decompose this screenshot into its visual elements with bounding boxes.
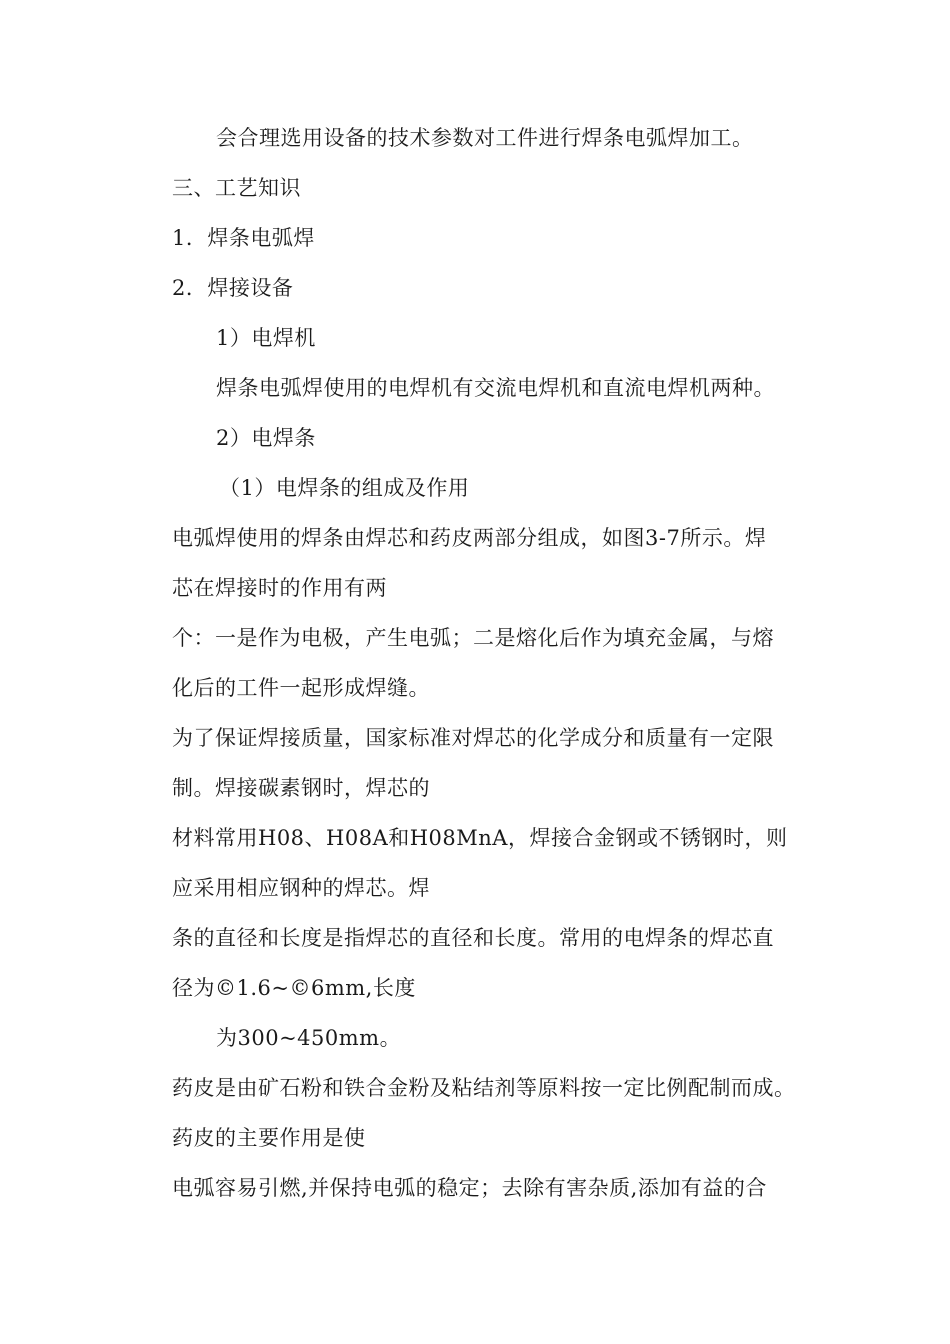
subsection-heading: 2．焊接设备 xyxy=(172,276,294,300)
paragraph-line: 个：一是作为电极，产生电弧；二是熔化后作为填充金属，与熔 xyxy=(172,626,774,650)
paragraph-line: 药皮的主要作用是使 xyxy=(172,1126,366,1150)
paragraph-line: 化后的工件一起形成焊缝。 xyxy=(172,676,430,700)
paragraph-line: 材料常用H08、H08A和H08MnA，焊接合金钢或不锈钢时，则 xyxy=(172,826,788,850)
paragraph-line: 芯在焊接时的作用有两 xyxy=(172,576,387,600)
item-heading: （1）电焊条的组成及作用 xyxy=(219,476,470,500)
paragraph-line: 焊条电弧焊使用的电焊机有交流电焊机和直流电焊机两种。 xyxy=(216,376,775,400)
paragraph-line: 应采用相应钢种的焊芯。焊 xyxy=(172,876,430,900)
paragraph-line: 为了保证焊接质量，国家标准对焊芯的化学成分和质量有一定限 xyxy=(172,726,774,750)
paragraph-line: 电弧焊使用的焊条由焊芯和药皮两部分组成，如图3-7所示。焊 xyxy=(172,526,767,550)
paragraph-line: 制。焊接碳素钢时，焊芯的 xyxy=(172,776,430,800)
paragraph-line: 药皮是由矿石粉和铁合金粉及粘结剂等原料按一定比例配制而成。 xyxy=(172,1076,796,1100)
paragraph-line: 条的直径和长度是指焊芯的直径和长度。常用的电焊条的焊芯直 xyxy=(172,926,774,950)
paragraph-line: 电弧容易引燃,并保持电弧的稳定；去除有害杂质,添加有益的合 xyxy=(172,1176,767,1200)
item-heading: 1）电焊机 xyxy=(216,326,316,350)
paragraph-line: 为300~450mm。 xyxy=(216,1026,402,1050)
item-heading: 2）电焊条 xyxy=(216,426,316,450)
subsection-heading: 1．焊条电弧焊 xyxy=(172,226,315,250)
paragraph-line: 会合理选用设备的技术参数对工件进行焊条电弧焊加工。 xyxy=(216,126,754,150)
section-heading: 三、工艺知识 xyxy=(172,176,301,200)
paragraph-line: 径为©1.6~©6mm,长度 xyxy=(172,976,416,1000)
